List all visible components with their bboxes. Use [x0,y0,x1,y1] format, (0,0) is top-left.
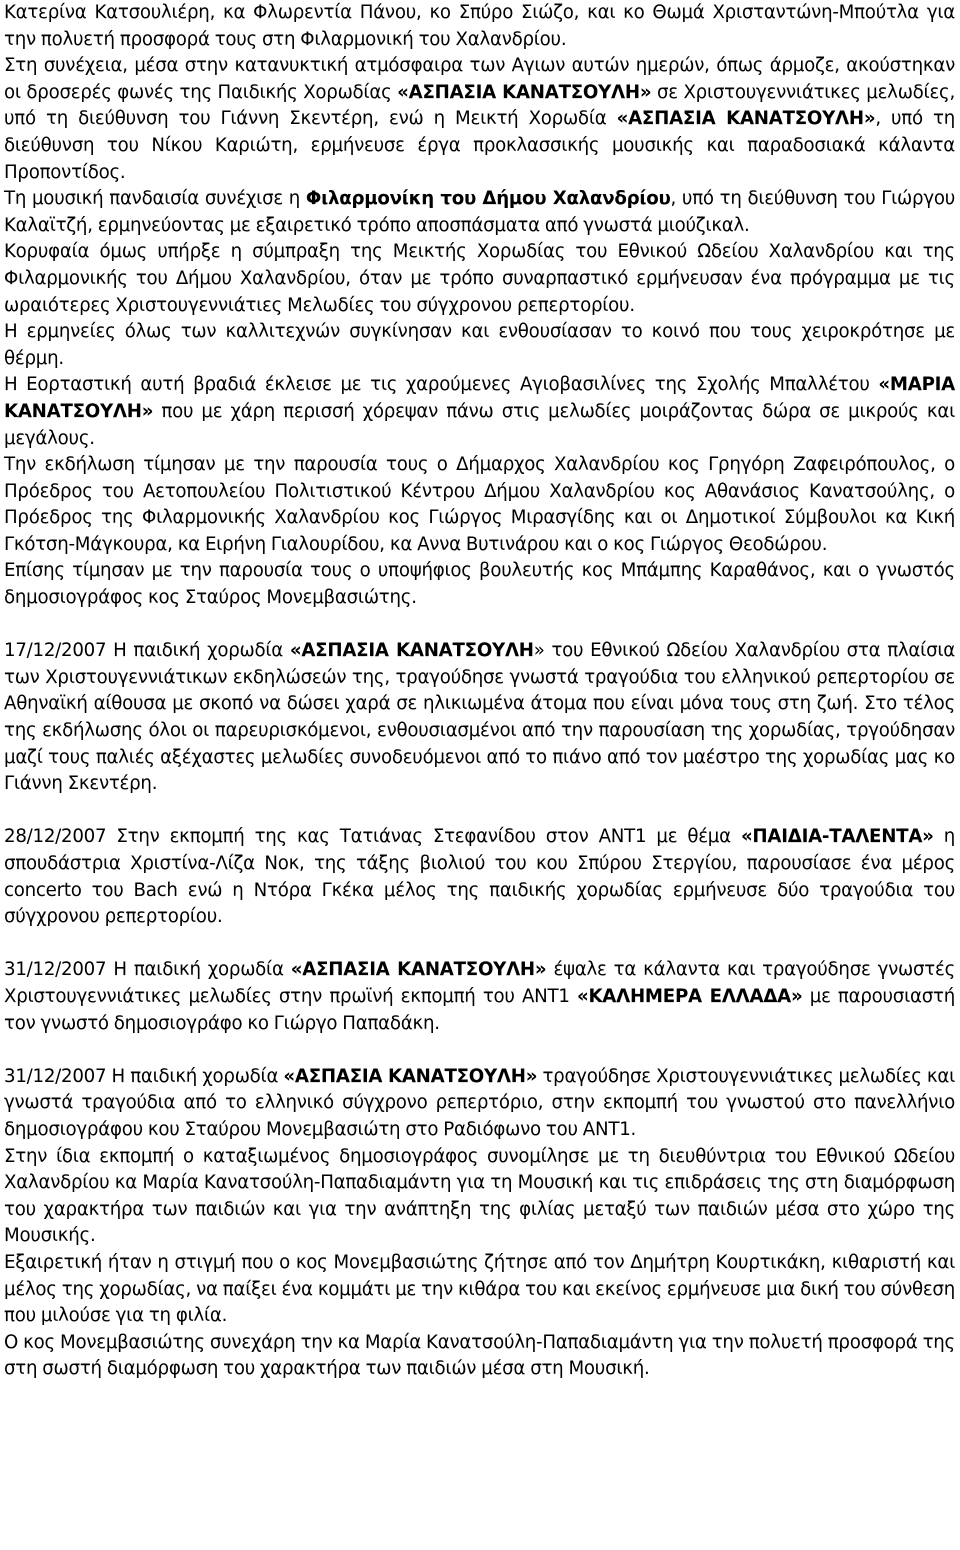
paragraph-performances: Η ερμηνείες όλως των καλλιτεχνών συγκίνησαν και ενθουσίασαν το κοινό που τους χειροκρότησε με θέρμη. [4,321,955,369]
show-title: «ΠΑΙΔΙΑ-ΤΑΛΕΝΤΑ» [740,826,934,848]
event-entry: 17/12/2007 Η παιδική χορωδία «ΑΣΠΑΣΙΑ ΚΑΝΑΤΣΟΥΛΗ» του Εθνικού Ωδείου Χαλανδρίου στα πλαίσια των Χριστουγεννιάτικων εκδηλώσεών της, τραγούδησε γνωστά τραγούδια του ελληνικού ρεπερτορίου σε Αθηναϊκή αίθουσα με σκοπό να δώσει χαρά σε ηλικιωμένα άτομα που είναι μόνα τους στη ζωή. Στο τέλος της εκδήλωσης όλοι οι παρευρισκόμενοι, ενθουσιασμένοι από την παρουσίαση της χορωδίας, τργούδησαν μαζί τους παλιές αξέχαστες μελωδίες συνοδευόμενοι από το πιάνο από τον μαέστρο της χορωδίας μας κο Γιάννη Σκεντέρη. [4,640,955,795]
paragraph-choirs: Στη συνέχεια, μέσα στην κατανυκτική ατμόσφαιρα των Αγιων αυτών ημερών, όπως άρμοζε, ακούστηκαν οι δροσερές φωνές της Παιδικής Χορωδίας «ΑΣΠΑΣΙΑ ΚΑΝΑΤΣΟΥΛΗ» σε Χριστουγεννιάτικες μελωδίες, υπό τη διεύθυνση του Γιάννη Σκεντέρη, ενώ η Μεικτή Χορωδία «ΑΣΠΑΣΙΑ ΚΑΝΑΤΣΟΥΛΗ», υπό τη διεύθυνση του Νίκου Καριώτη, ερμήνευσε έργα προκλασσικής μουσικής και παραδοσιακά κάλαντα Προποντίδος. [4,55,955,183]
event-entry: 31/12/2007 Η παιδική χορωδία «ΑΣΠΑΣΙΑ ΚΑΝΑΤΣΟΥΛΗ» τραγούδησε Χριστουγεννιάτικες μελωδίες και γνωστά τραγούδια από το ελληνικό σύγχρονο ρεπερτόριο, στην εκπομπή του γνωστού στο πανελλήνιο δημοσιογράφου κου Σταύρου Μονεμβασιώτη στο Ραδιόφωνο του ΑΝΤ1. [4,1065,955,1140]
event-entry: 28/12/2007 Στην εκπομπή της κας Τατιάνας Στεφανίδου στον ΑΝΤ1 με θέμα «ΠΑΙΔΙΑ-ΤΑΛΕΝΤΑ» η σπουδάστρια Χριστίνα-Λίζα Νοκ, της τάξης βιολιού του κου Σπύρου Στεργίου, παρουσίασε ένα μέρος concerto του Bach ενώ η Ντόρα Γκέκα μέλος της παιδικής χορωδίας ερμήνευσε δύο τραγούδια του σύγχρονου ρεπερτορίου. [4,826,955,928]
paragraph-collaboration: Κορυφαία όμως υπήρξε η σύμπραξη της Μεικτής Χορωδίας του Εθνικού Ωδείου Χαλανδρίου και της Φιλαρμονικής του Δήμου Χαλανδρίου, όταν με τρόπο συναρπαστικό ερμήνευσαν ένα πρόγραμμα με τις ωραιότερες Χριστουγεννιάτιες Μελωδίες του σύγχρονου ρεπερτορίου. [4,241,955,316]
event-date: 17/12/2007 [4,640,107,662]
paragraph-guests: Την εκδήλωση τίμησαν με την παρουσία τους ο Δήμαρχος Χαλανδρίου κος Γρηγόρη Ζαφειρόπουλος, ο Πρόεδρος του Αετοπουλείου Πολιτιστικού Κέντρου Δήμου Χαλανδρίου κος Αθανάσιος Κανατσούλης, ο Πρόεδρος της Φιλαρμονικής Χαλανδρίου κος Γιώργος Μιρασγίδης και οι Δημοτικοί Σύμβουλοι κα Κική Γκότση-Μάγκουρα, κα Ειρήνη Γιαλουρίδου, κα Αννα Βυτινάρου και ο κος Γιώργος Θεοδώρου. [4,454,955,555]
paragraph-honors: Κατερίνα Κατσουλιέρη, κα Φλωρεντία Πάνου, κο Σπύρο Σιώζο, και κο Θωμά Χρισταντώνη-Μπούτλα για την πολυετή προσφορά τους στη Φιλαρμονική του Χαλανδρίου. [4,2,955,50]
philharmonic-name: Φιλαρμονίκη του Δήμου Χαλανδρίου [305,188,671,210]
choir-name: «ΑΣΠΑΣΙΑ ΚΑΝΑΤΣΟΥΛΗ» [397,81,652,103]
paragraph-congratulations: Ο κος Μονεμβασιώτης συνεχάρη την κα Μαρία Κανατσούλη-Παπαδιαμάντη για την πολυετή προσφορά της στη σωστή διαμόρφωση του χαρακτήρα των παιδιών μέσα στη Μουσική. [4,1331,955,1380]
paragraph-interview: Στην ίδια εκπομπή ο καταξιωμένος δημοσιογράφος συνομίλησε με τη διευθύντρια του Εθνικού Ωδείου Χαλανδρίου κα Μαρία Κανατσούλη-Παπαδιαμάντη για τη Μουσική και τις επιδράσεις της στη διαμόρφωση του χαρακτήρα των παιδιών και για την ανάπτηξη της φιλίας μεταξύ των παιδιών μέσα στο χώρο της Μουσικής. [4,1145,955,1247]
event-date: 31/12/2007 [4,1065,107,1087]
paragraph-philharmonic: Τη μουσική πανδαισία συνέχισε η Φιλαρμονίκη του Δήμου Χαλανδρίου, υπό τη διεύθυνση του Γιώργου Καλαϊτζή, ερμηνεύοντας με εξαιρετικό τρόπο αποσπάσματα από γνωστά μιούζικαλ. [4,188,955,236]
choir-name: «ΑΣΠΑΣΙΑ ΚΑΝΑΤΣΟΥΛΗ» [283,1065,538,1087]
choir-name: «ΑΣΠΑΣΙΑ ΚΑΝΑΤΣΟΥΛΗ» [616,108,876,130]
spacer [4,931,955,958]
choir-name: «ΑΣΠΑΣΙΑ ΚΑΝΑΤΣΟΥΛΗ» [290,959,547,981]
ballet-school-name: «ΜΑΡΙΑ ΚΑΝΑΤΣΟΥΛΗ» [4,374,955,422]
show-title: «ΚΑΛΗΜΕΡΑ ΕΛΛΑΔΑ» [576,985,803,1007]
paragraph-guests-extra: Επίσης τίμησαν με την παρουσία τους ο υποψήφιος βουλευτής κος Μπάμπης Καραθάνος, και ο γνωστός δημοσιογράφος κος Σταύρος Μονεμβασιώτης. [4,560,955,609]
paragraph-guitar: Εξαιρετική ήταν η στιγμή που ο κος Μονεμβασιώτης ζήτησε από τον Δημήτρη Κουρτικάκη, κιθαριστή και μέλος της χορωδίας, να παίξει ένα κομμάτι με την κιθάρα του και εκείνος ερμήνευσε μια δική του σύνθεση που μιλούσε για τη φιλία. [4,1251,955,1327]
event-entry: 31/12/2007 Η παιδική χορωδία «ΑΣΠΑΣΙΑ ΚΑΝΑΤΣΟΥΛΗ» έψαλε τα κάλαντα και τραγούδησε γνωστές Χριστουγεννιάτικες μελωδίες στην πρωϊνή εκπομπή του ΑΝΤ1 «ΚΑΛΗΜΕΡΑ ΕΛΛΑΔΑ» με παρουσιαστή τον γνωστό δημοσιογράφο κο Γιώργο Παπαδάκη. [4,959,955,1034]
spacer [4,1037,955,1064]
event-date: 31/12/2007 [4,959,107,981]
paragraph-closing: Η Εορταστική αυτή βραδιά έκλεισε με τις χαρούμενες Αγιοβασιλίνες της Σχολής Μπαλλέτου «ΜΑΡΙΑ ΚΑΝΑΤΣΟΥΛΗ» που με χάρη περισσή χόρεψαν πάνω στις μελωδίες μοιράζοντας δώρα σε μικρούς και μεγάλους. [4,374,955,449]
choir-name: «ΑΣΠΑΣΙΑ ΚΑΝΑΤΣΟΥΛΗ [289,640,534,662]
spacer [4,798,955,825]
event-date: 28/12/2007 [4,826,107,848]
spacer [4,612,955,639]
